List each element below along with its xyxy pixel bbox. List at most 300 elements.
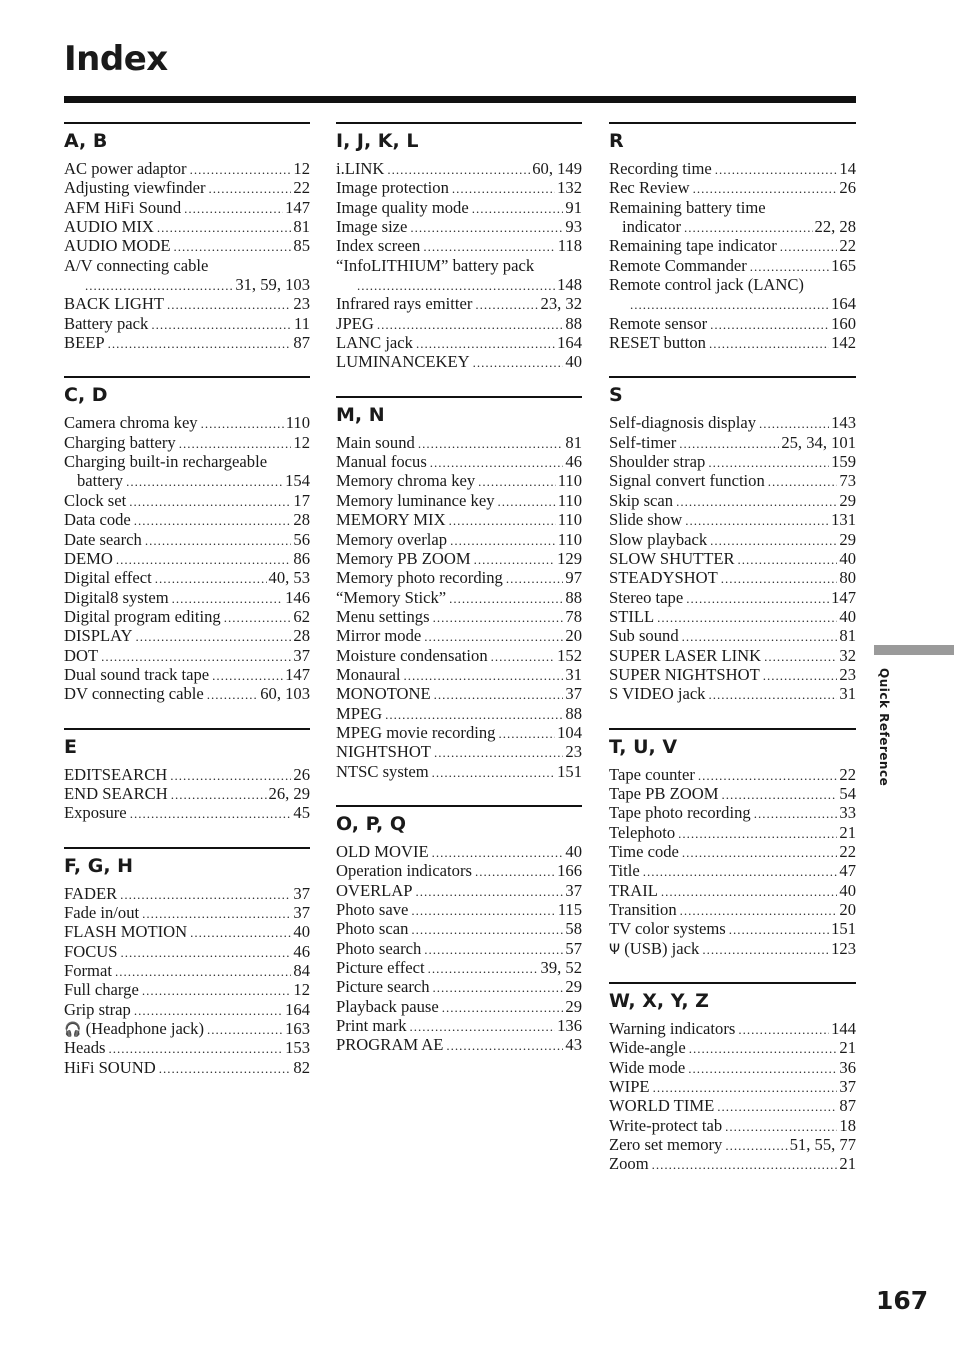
index-entry-pages: 12 (293, 159, 310, 178)
index-entry (609, 159, 856, 178)
index-entry-term: S VIDEO jack (609, 684, 706, 704)
index-entry-pages: 31 (565, 664, 582, 684)
index-entry (64, 646, 310, 665)
index-entry (609, 549, 856, 568)
page-number: 167 (876, 1286, 929, 1315)
dot-leader (134, 511, 292, 530)
index-entry (336, 762, 582, 781)
dot-leader (474, 550, 556, 569)
index-entry (336, 530, 582, 549)
index-entry-term-wrap (609, 1135, 722, 1154)
dot-leader (630, 295, 829, 314)
index-entry-term: EDITSEARCH (64, 764, 168, 784)
dot-leader (170, 766, 291, 785)
index-entry-term-wrap (64, 333, 105, 352)
index-entry-term-wrap (64, 294, 164, 313)
index-entry (64, 884, 310, 903)
index-entry-term: WORLD TIME (609, 1096, 715, 1116)
index-entry (64, 159, 310, 178)
index-entry-pages: 33 (839, 803, 856, 823)
index-entry-term: Time code (609, 841, 679, 861)
index-entry-term: Full charge (64, 980, 139, 1000)
index-entry-term: Index screen (336, 236, 421, 256)
index-entry-term: BEEP (64, 333, 105, 353)
index-entry-pages: 40 (565, 352, 582, 372)
index-entry-pages: 142 (831, 333, 856, 353)
dot-leader (763, 666, 838, 685)
index-section (609, 728, 856, 958)
index-entry-pages: 40 (839, 880, 856, 900)
dot-leader (780, 237, 838, 256)
index-entry-term: AC power adaptor (64, 159, 187, 178)
index-entry (64, 626, 310, 645)
dot-leader (126, 472, 283, 491)
index-entry (64, 198, 310, 217)
index-entry-term-wrap (609, 842, 679, 861)
dot-leader (682, 843, 837, 862)
index-entry-term: Self-timer (609, 432, 677, 452)
index-entry-term-wrap (609, 159, 712, 178)
index-entry-term: Monaural (336, 664, 401, 684)
index-entry-pages: 22 (293, 178, 310, 198)
section-heading: T, U, V (609, 735, 678, 758)
index-entry-term-wrap (609, 333, 706, 352)
index-entry-term: PROGRAM AE (336, 1035, 444, 1055)
index-entry-term-wrap (336, 842, 429, 861)
dot-leader (750, 257, 829, 276)
index-entry-term-wrap (64, 903, 139, 922)
index-entry-term: Remaining battery time (609, 197, 766, 217)
index-entry-term-wrap (336, 919, 408, 938)
index-entry-term: AUDIO MODE (64, 236, 171, 256)
index-entry (64, 549, 310, 568)
index-entry-pages: 26, 29 (268, 783, 310, 803)
index-entry (609, 900, 856, 919)
index-entry-term-wrap (609, 919, 726, 938)
index-entry (336, 704, 582, 723)
index-entry-term-wrap (336, 333, 413, 352)
dot-leader (506, 569, 564, 588)
index-entry-term: Exposure (64, 803, 127, 823)
index-entry (609, 294, 856, 313)
dot-leader (450, 531, 556, 550)
index-entry-term-wrap (64, 884, 117, 903)
index-entry-term: Sub sound (609, 626, 679, 646)
index-section (609, 376, 856, 703)
index-entry (64, 510, 310, 529)
dot-leader (142, 904, 291, 923)
title-rule (64, 96, 856, 103)
dot-leader (710, 315, 829, 334)
index-section (336, 396, 582, 781)
index-entry (336, 742, 582, 761)
index-entry-term: Clock set (64, 490, 127, 510)
index-entry (609, 823, 856, 842)
index-entry-term: Picture effect (336, 958, 425, 978)
index-entry-pages: 29 (565, 977, 582, 997)
index-entry (336, 646, 582, 665)
dot-leader (145, 531, 292, 550)
index-entry-pages: 110 (557, 510, 582, 530)
index-entry-pages: 164 (831, 294, 856, 314)
index-entry (64, 491, 310, 510)
dot-leader (679, 434, 779, 453)
index-entry (64, 961, 310, 980)
dot-leader (155, 569, 267, 588)
index-entry-term: Stereo tape (609, 587, 684, 607)
index-entry-pages: 115 (557, 900, 582, 919)
dot-leader (416, 882, 564, 901)
index-entry-pages: 36 (839, 1057, 856, 1077)
dot-leader (710, 531, 837, 550)
index-entry-term: Recording time (609, 159, 712, 178)
index-entry (336, 159, 582, 178)
index-entry-term: LANC jack (336, 333, 413, 353)
index-entry-continuation: battery (77, 471, 124, 491)
index-entry (336, 939, 582, 958)
index-entry-term-wrap (609, 665, 760, 684)
dot-leader (491, 647, 555, 666)
index-entry-term-wrap (609, 530, 707, 549)
index-entry-term-wrap (64, 159, 187, 178)
index-entry-term-wrap (336, 997, 439, 1016)
section-heading: F, G, H (64, 854, 134, 877)
index-entry-term: Data code (64, 510, 131, 530)
index-entry-term: Remote Commander (609, 255, 747, 275)
dot-leader (653, 1078, 838, 1097)
dot-leader (682, 627, 838, 646)
dot-leader (725, 1136, 787, 1155)
dot-leader (657, 608, 837, 627)
dot-leader (424, 627, 563, 646)
dot-leader (475, 862, 555, 881)
index-column-2 (336, 122, 582, 1079)
index-entry (64, 530, 310, 549)
dot-leader (121, 943, 292, 962)
index-entry-term-wrap (336, 433, 415, 452)
section-heading: E (64, 735, 77, 758)
index-entry-term: Digital8 system (64, 587, 169, 607)
dot-leader (432, 843, 564, 862)
index-entry-term-wrap (609, 178, 690, 197)
index-entry-term: NIGHTSHOT (336, 742, 431, 762)
index-entry-term: Memory luminance key (336, 490, 495, 510)
index-entry-pages: 81 (565, 432, 582, 452)
dot-leader (209, 179, 292, 198)
index-entry-term: FADER (64, 883, 118, 903)
index-entry-term-wrap (609, 491, 673, 510)
index-entry-term: Battery pack (64, 313, 149, 333)
index-entry-pages: 123 (831, 938, 856, 958)
index-entry-term: Digital program editing (64, 606, 221, 626)
index-entry-term-wrap (64, 1000, 131, 1019)
dot-leader (116, 550, 292, 569)
index-entry-pages: 31 (839, 684, 856, 704)
index-entry-term: Tape PB ZOOM (609, 783, 719, 803)
index-entry-term: Remote sensor (609, 313, 708, 333)
index-entry (609, 588, 856, 607)
index-entry (609, 939, 856, 958)
index-entry-term-wrap (336, 588, 446, 607)
index-entry-pages: 129 (557, 548, 582, 568)
index-entry-term-wrap (609, 626, 679, 645)
index-entry (336, 958, 582, 977)
index-entry-pages: 78 (565, 606, 582, 626)
index-entry (609, 433, 856, 452)
index-entry-term: Rec Review (609, 178, 690, 198)
dot-leader (452, 179, 555, 198)
index-entry-term: Shoulder strap (609, 452, 706, 472)
index-entry-term-wrap (64, 178, 206, 197)
index-entry-pages: 163 (285, 1019, 310, 1039)
index-entry (609, 452, 856, 471)
index-entry-term: Warning indicators (609, 1019, 736, 1039)
index-entry (336, 977, 582, 996)
index-entry-term-wrap (336, 549, 471, 568)
index-entry-pages: 29 (839, 490, 856, 510)
dot-leader (212, 666, 283, 685)
index-entry-term-wrap (64, 1019, 204, 1040)
index-entry-term: Image protection (336, 178, 449, 198)
index-entry (336, 198, 582, 217)
index-entry (336, 1035, 582, 1054)
index-entry-pages: 87 (293, 333, 310, 353)
index-entry-pages: 154 (285, 471, 310, 491)
dot-leader (689, 1039, 838, 1058)
index-entry (336, 665, 582, 684)
index-entry (609, 1116, 856, 1135)
index-entry-pages: 37 (293, 883, 310, 903)
index-entry (336, 275, 582, 294)
dot-leader (759, 414, 829, 433)
dot-leader (442, 998, 564, 1017)
index-entry-term-wrap (609, 510, 682, 529)
index-entry-pages: 60, 103 (260, 684, 310, 704)
index-entry-pages: 40, 53 (268, 568, 310, 588)
index-entry-term-wrap (336, 704, 382, 723)
index-entry-pages: 148 (557, 275, 582, 295)
index-entry-term: Manual focus (336, 452, 427, 472)
index-entry-term-wrap (336, 1035, 443, 1054)
index-entry (64, 980, 310, 999)
dot-leader (754, 804, 838, 823)
index-entry-term-wrap (64, 568, 152, 587)
index-entry-term-wrap (336, 762, 429, 781)
index-entry-term-wrap (64, 588, 169, 607)
index-entry-term: “Memory Stick” (336, 587, 447, 607)
index-entry (64, 765, 310, 784)
index-entry-term: OLD MOVIE (336, 841, 429, 861)
index-entry-term: Infrared rays emitter (336, 294, 473, 314)
dot-leader (661, 882, 838, 901)
dot-leader (404, 666, 564, 685)
index-entry-term-wrap (609, 433, 676, 452)
index-entry-term-wrap (336, 178, 449, 197)
index-entry-term-wrap (64, 510, 131, 529)
index-entry-term-wrap (64, 236, 170, 255)
index-entry-term: Remaining tape indicator (609, 236, 777, 256)
dot-leader (768, 472, 838, 491)
index-entry-term-wrap (609, 452, 705, 471)
index-entry-term-wrap (336, 684, 431, 703)
index-entry-pages: 31, 59, 103 (235, 275, 310, 295)
index-entry-term: DEMO (64, 548, 113, 568)
index-entry-term: STEADYSHOT (609, 568, 718, 588)
dot-leader (167, 295, 291, 314)
index-entry-pages: 164 (557, 333, 582, 353)
index-entry-term: Main sound (336, 432, 415, 452)
index-entry (609, 765, 856, 784)
index-entry-term-wrap (336, 352, 470, 371)
index-entry-term-wrap (609, 803, 751, 822)
dot-leader (449, 589, 563, 608)
index-entry-term: HiFi SOUND (64, 1057, 156, 1077)
index-entry (336, 236, 582, 255)
index-entry-pages: 73 (839, 471, 856, 491)
index-entry (336, 626, 582, 645)
index-entry-term-wrap (336, 939, 421, 958)
index-entry (336, 881, 582, 900)
index-entry-pages: 110 (285, 413, 310, 433)
index-entry-term: Memory photo recording (336, 568, 503, 588)
index-entry-pages: 97 (565, 568, 582, 588)
index-entry-term-wrap (336, 198, 469, 217)
dot-leader (685, 511, 829, 530)
index-entry-term-wrap (64, 491, 126, 510)
index-entry-pages: 22 (839, 236, 856, 256)
index-entry-term: Memory chroma key (336, 471, 476, 491)
section-heading: A, B (64, 130, 108, 152)
index-entry-term-wrap (64, 980, 139, 999)
index-entry-term-wrap (609, 881, 658, 900)
index-entry (336, 1016, 582, 1035)
index-entry-term-wrap (609, 900, 677, 919)
dot-leader (652, 1155, 838, 1174)
index-entry-term: Charging built-in rechargeable (64, 452, 268, 472)
index-entry-term-wrap (336, 236, 420, 255)
index-entry-term-wrap (64, 803, 127, 822)
index-entry-continuation: indicator (622, 217, 681, 237)
index-column-3 (609, 122, 856, 1198)
dot-leader (725, 1117, 837, 1136)
index-entry-term-wrap (609, 236, 777, 255)
index-entry-term-wrap (64, 784, 168, 803)
dot-leader (498, 492, 556, 511)
dot-leader (115, 962, 291, 981)
index-entry-pages: 12 (293, 432, 310, 452)
index-entry-term: Memory overlap (336, 529, 448, 549)
index-entry-term: A/V connecting cable (64, 255, 209, 275)
index-entry (336, 471, 582, 490)
index-entry-term: (USB) jack (624, 938, 700, 958)
index-entry (336, 178, 582, 197)
index-entry-pages: 28 (293, 510, 310, 530)
dot-leader (207, 685, 258, 704)
index-entry (609, 665, 856, 684)
dot-leader (708, 453, 829, 472)
index-entry-term: Photo save (336, 900, 409, 919)
index-entry-term: Wide-angle (609, 1038, 686, 1058)
index-entry-term-wrap (609, 1058, 685, 1077)
index-entry (64, 1000, 310, 1019)
index-entry-term: FOCUS (64, 941, 118, 961)
index-entry (64, 1038, 310, 1057)
index-entry-pages: 51, 55, 77 (789, 1135, 856, 1155)
index-entry-pages: 40 (839, 548, 856, 568)
index-entry-term-wrap (336, 900, 408, 919)
index-entry-term-wrap (64, 413, 198, 432)
index-entry-term-wrap (336, 626, 421, 645)
index-entry-pages: 29 (839, 529, 856, 549)
index-entry (336, 919, 582, 938)
index-entry (64, 607, 310, 626)
index-entry-term: Image size (336, 217, 408, 237)
index-entry-term: MPEG (336, 703, 383, 723)
dot-leader (190, 160, 292, 179)
index-entry-pages: 87 (839, 1096, 856, 1116)
index-section (609, 982, 856, 1174)
index-entry-term-wrap (336, 491, 495, 510)
index-entry-term-wrap (609, 646, 761, 665)
index-entry-term: Slide show (609, 510, 683, 530)
index-entry-pages: 37 (839, 1077, 856, 1097)
index-entry (609, 784, 856, 803)
dot-leader (423, 237, 555, 256)
index-entry (64, 665, 310, 684)
index-entry-term: MONOTONE (336, 684, 431, 704)
index-section (336, 805, 582, 1055)
index-entry-pages: 25, 34, 101 (781, 432, 856, 452)
index-entry (336, 842, 582, 861)
dot-leader (134, 1001, 283, 1020)
index-entry-term: Telephoto (609, 822, 676, 842)
index-entry (609, 1096, 856, 1115)
index-entry-term: Date search (64, 529, 142, 549)
index-entry-pages: 46 (565, 452, 582, 472)
dot-leader (715, 160, 838, 179)
index-entry-term-wrap (336, 881, 413, 900)
index-entry-pages: 18 (839, 1115, 856, 1135)
index-entry (609, 236, 856, 255)
index-entry-term-wrap (336, 723, 495, 742)
index-entry-pages: 56 (293, 529, 310, 549)
index-entry (64, 433, 310, 452)
index-entry-term-wrap (609, 471, 765, 490)
index-entry-pages: 23 (839, 664, 856, 684)
index-entry-term-wrap (64, 314, 148, 333)
index-entry-term-wrap (336, 861, 472, 880)
index-entry-term-wrap (609, 1116, 722, 1135)
dot-leader (85, 276, 233, 295)
dot-leader (136, 627, 292, 646)
index-entry (609, 1135, 856, 1154)
index-entry (609, 333, 856, 352)
index-entry-term: Slow playback (609, 529, 708, 549)
index-entry-term: AFM HiFi Sound (64, 197, 182, 217)
index-entry-term: STILL (609, 606, 655, 626)
dot-leader (184, 199, 283, 218)
index-entry-term: SUPER NIGHTSHOT (609, 664, 760, 684)
index-entry (609, 568, 856, 587)
index-entry (336, 588, 582, 607)
index-entry-pages: 26 (839, 178, 856, 198)
dot-leader (151, 315, 292, 334)
index-section (64, 728, 310, 823)
index-entry (609, 510, 856, 529)
dot-leader (201, 414, 284, 433)
index-entry-term: TRAIL (609, 880, 658, 900)
dot-leader (676, 492, 837, 511)
